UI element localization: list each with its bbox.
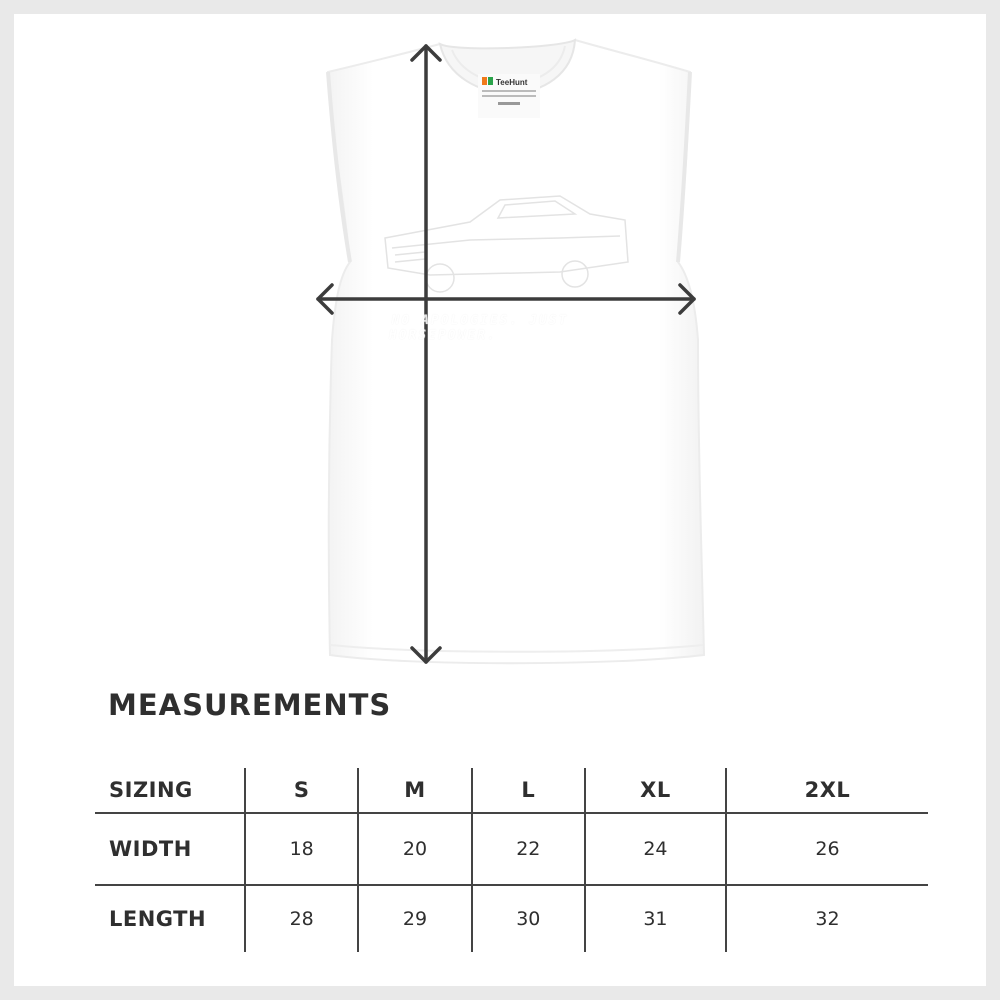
measurements-title: MEASUREMENTS (108, 688, 392, 722)
width-value-s: 18 (245, 813, 358, 885)
length-value-xl: 31 (585, 885, 726, 952)
size-header-row (95, 768, 928, 813)
brand-tag-text: TeeHunt (496, 78, 528, 87)
length-value-m: 29 (358, 885, 471, 952)
width-value-2xl: 26 (726, 813, 928, 885)
size-chart-table (95, 768, 928, 952)
brand-tag (478, 74, 540, 118)
length-value-2xl: 32 (726, 885, 928, 952)
size-2xl-header: 2XL (726, 768, 928, 813)
size-l-header: L (472, 768, 585, 813)
width-row (95, 813, 928, 885)
sizing-header-label: SIZING (95, 768, 245, 813)
length-label: LENGTH (109, 907, 207, 931)
size-s-header: S (245, 768, 358, 813)
size-xl-header: XL (585, 768, 726, 813)
width-value-m: 20 (358, 813, 471, 885)
length-row (95, 885, 928, 952)
width-label: WIDTH (95, 813, 245, 885)
graphic-caption: NO APOLOGIES. JUST HORSEPOWER. (387, 313, 570, 343)
width-value-l: 22 (472, 813, 585, 885)
tank-top-body (328, 40, 704, 663)
length-value-s: 28 (245, 885, 358, 952)
length-value-l: 30 (472, 885, 585, 952)
size-m-header: M (358, 768, 471, 813)
width-value-xl: 24 (585, 813, 726, 885)
